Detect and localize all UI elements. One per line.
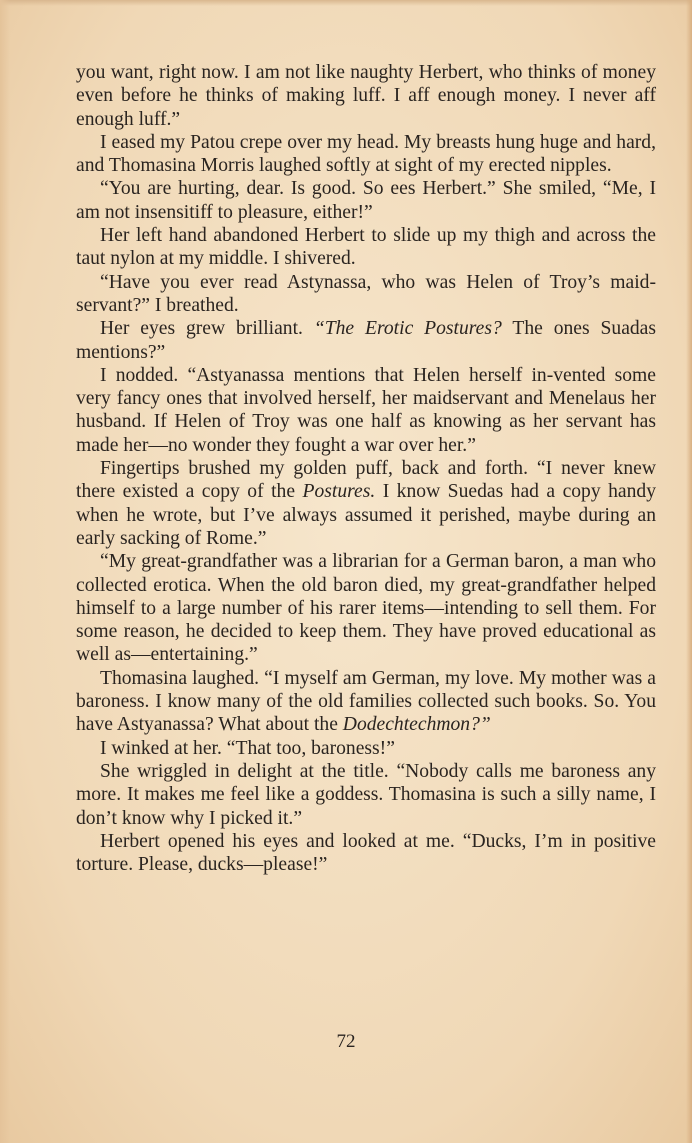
paper-edge-right	[686, 0, 692, 1143]
paragraph-10: Thomasina laughed. “I myself am German, my love. My mother was a baroness. I know many of the old families collected such books. So. You have Astyanassa? What about the Dodechtechmon?”	[76, 667, 656, 736]
paragraph-3: “You are hurting, dear. Is good. So ees Herbert.” She smiled, “Me, I am not insensitiff to pleasure, either!”	[76, 178, 656, 223]
paragraph-4: Her left hand abandoned Herbert to slide up my thigh and across the taut nylon at my middle. I shivered.	[76, 225, 656, 270]
paragraph-2: I eased my Patou crepe over my head. My breasts hung huge and hard, and Thomasina Morris laughed softly at sight of my erected nipples.	[76, 131, 656, 177]
paragraph-1: you want, right now. I am not like naughty Herbert, who thinks of money even before he thinks of making luff. I aff enough money. I never aff enough luff.”	[76, 62, 656, 130]
paragraph-7: I nodded. “Astyanassa mentions that Helen herself in-vented some very fancy ones that involved herself, her maidservant and Menelaus her husband. If Helen of Troy was one half as knowing as her servant has made her—no wonder they fought a war over her.”	[76, 364, 656, 456]
paragraph-12: She wriggled in delight at the title. “Nobody calls me baroness any more. It makes me feel like a goddess. Thomasina is such a silly name, I don’t know why I picked it.”	[76, 760, 656, 829]
paper-edge-left	[0, 0, 10, 1143]
paper-edge-top	[0, 0, 692, 6]
paragraph-13: Herbert opened his eyes and looked at me. “Ducks, I’m in positive torture. Please, ducks—please!”	[76, 830, 656, 876]
paragraph-9: “My great-grandfather was a librarian for a German baron, a man who collected erotica. When the old baron died, my great-grandfather helped himself to a large number of his rarer items—intending to sell them. For some reason, he decided to keep them. They have proved educational as well as—entertaining.”	[76, 551, 656, 666]
paragraph-11: I winked at her. “That too, baroness!”	[100, 737, 395, 759]
page-number: 72	[336, 1031, 356, 1052]
paragraph-5: “Have you ever read Astynassa, who was Helen of Troy’s maid-servant?” I breathed.	[76, 271, 656, 316]
paragraph-6: Her eyes grew brilliant. “The Erotic Postures? The ones Suadas mentions?”	[76, 318, 657, 363]
book-page-text	[76, 61, 656, 876]
paragraph-8: Fingertips brushed my golden puff, back and forth. “I never knew there existed a copy of the Postures. I know Suedas had a copy handy when he wrote, but I’ve always assumed it perished, maybe during an early sacking of Rome.”	[76, 458, 657, 549]
